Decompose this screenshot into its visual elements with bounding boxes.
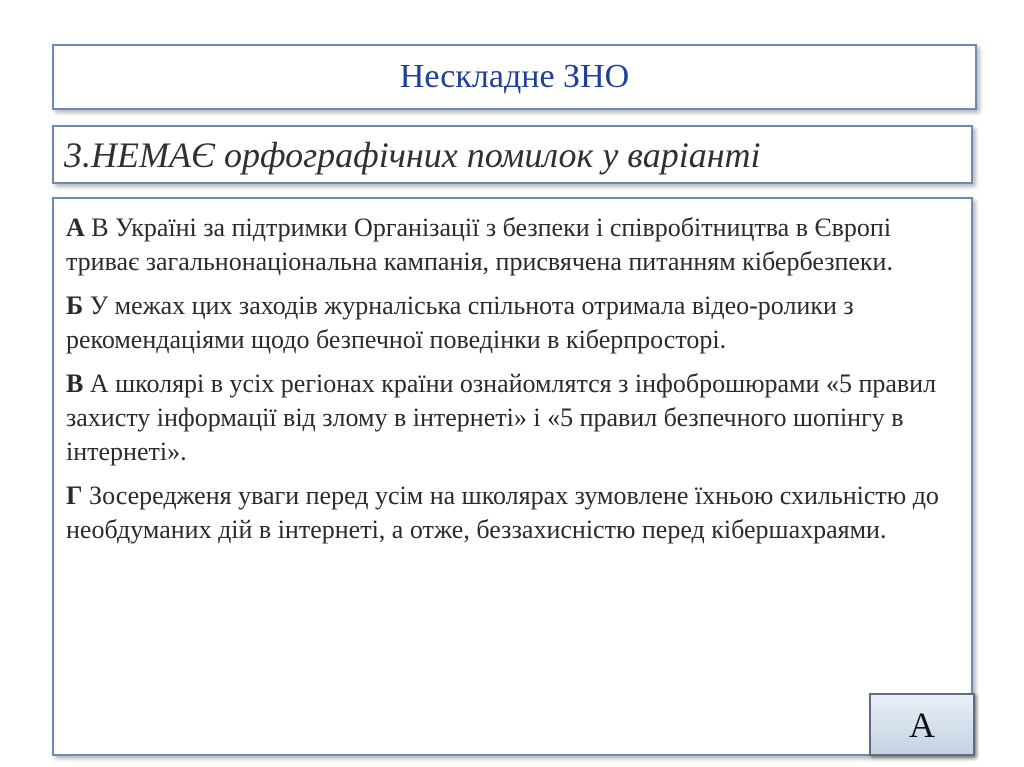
option-text: Зосередженя уваги перед усім на школярах зумовлене їхньою схильністю до необдуманих дій в інтернеті, а отже, беззахисністю перед кібершахраями. [66, 481, 939, 544]
option-text: У межах цих заходів журналіська спільнота отримала відео-ролики з рекомендаціями щодо безпечної поведінки в кіберпросторі. [66, 291, 854, 354]
option-a [66, 211, 959, 279]
option-letter: В [66, 369, 84, 398]
question-box [52, 125, 973, 184]
option-letter: А [66, 213, 85, 242]
answer-button[interactable] [869, 693, 975, 756]
option-letter: Г [66, 481, 83, 510]
option-b [66, 289, 959, 357]
option-text: В Україні за підтримки Організації з безпеки і співробітництва в Європі триває загальнонаціональна кампанія, присвячена питанням кібербезпеки. [66, 213, 893, 276]
question-text: 3.НЕМАЄ орфографічних помилок у варіанті [64, 134, 761, 175]
option-text: А школярі в усіх регіонах країни ознайомлятся з інфоброшюрами «5 правил захисту інформації від злому в інтернеті» і «5 правил безпечного шопінгу в інтернеті». [66, 369, 937, 466]
options-box [52, 197, 973, 756]
title-box [52, 44, 977, 110]
option-letter: Б [66, 291, 84, 320]
option-v [66, 367, 959, 469]
option-h [66, 479, 959, 547]
page-title: Нескладне ЗНО [399, 58, 630, 95]
answer-label: А [909, 704, 935, 745]
